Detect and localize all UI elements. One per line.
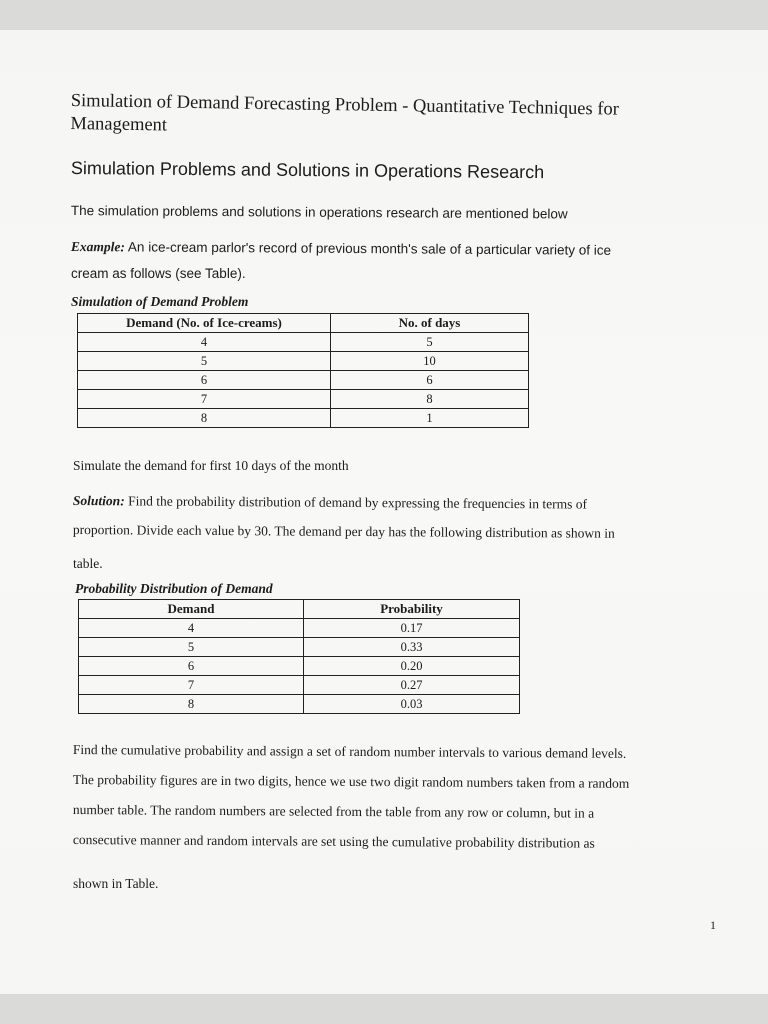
intro-text: The simulation problems and solutions in operations research are mentioned below [70, 203, 568, 222]
example-label: Example: [70, 239, 125, 255]
solution-line-3: table. [73, 556, 103, 571]
table-cell: 5 [78, 352, 331, 371]
solution-line-1 [73, 493, 587, 513]
table-header-cell: Probability [304, 600, 520, 619]
table-cell: 1 [331, 409, 529, 428]
title-line-2: Management [70, 113, 168, 136]
page-number: 1 [710, 918, 716, 932]
table-cell: 0.03 [304, 695, 520, 714]
solution-label: Solution: [72, 493, 125, 509]
table-row [79, 638, 520, 657]
table-header-row [79, 600, 520, 619]
paragraph-line: The probability figures are in two digits, hence we use two digit random numbers taken from a random [72, 772, 630, 791]
table-cell: 0.17 [304, 619, 520, 638]
table-header-cell: Demand (No. of Ice-creams) [78, 314, 331, 333]
solution-line-2: proportion. Divide each value by 30. The demand per day has the following distribution as shown in [72, 522, 615, 541]
table-cell: 7 [78, 390, 331, 409]
table-row [78, 371, 529, 390]
table-row [79, 619, 520, 638]
title-line-1: Simulation of Demand Forecasting Problem - Quantitative Techniques for [70, 90, 620, 120]
document-title [70, 90, 619, 145]
table-header-cell: No. of days [331, 314, 529, 333]
example-text: An ice-cream parlor's record of previous month's sale of a particular variety of ice [127, 239, 612, 258]
probability-table [78, 599, 520, 714]
table-row [79, 657, 520, 676]
paragraph-line: Find the cumulative probability and assign a set of random number intervals to various demand levels. [72, 742, 627, 761]
table-cell: 4 [79, 619, 304, 638]
table-cell: 8 [331, 390, 529, 409]
table-cell: 7 [79, 676, 304, 695]
table-cell: 5 [79, 638, 304, 657]
table2-caption: Probability Distribution of Demand [75, 581, 273, 596]
table1-caption: Simulation of Demand Problem [71, 294, 249, 309]
table-cell: 6 [78, 371, 331, 390]
table-cell: 5 [331, 333, 529, 352]
table-cell: 0.27 [304, 676, 520, 695]
table-cell: 6 [79, 657, 304, 676]
paragraph-line: shown in Table. [73, 876, 159, 891]
table-cell: 8 [78, 409, 331, 428]
table-cell: 10 [331, 352, 529, 371]
table-cell: 0.20 [304, 657, 520, 676]
table-row [79, 695, 520, 714]
solution-text: Find the probability distribution of demand by expressing the frequencies in terms of [128, 493, 588, 512]
paragraph-line: consecutive manner and random intervals are set using the cumulative probability distribution as [72, 832, 595, 851]
document-page [0, 30, 768, 994]
table-cell: 8 [79, 695, 304, 714]
paragraph-line: number table. The random numbers are selected from the table from any row or column, but in a [72, 802, 595, 821]
example-line-2: cream as follows (see Table). [71, 266, 246, 281]
table-cell: 6 [331, 371, 529, 390]
table-row [79, 676, 520, 695]
section-heading: Simulation Problems and Solutions in Operations Research [70, 158, 545, 183]
table-cell: 4 [78, 333, 331, 352]
example-line-1 [71, 239, 611, 259]
table-row [78, 333, 529, 352]
table-header-cell: Demand [79, 600, 304, 619]
table-row [78, 409, 529, 428]
table-row [78, 352, 529, 371]
table-cell: 0.33 [304, 638, 520, 657]
table-row [78, 390, 529, 409]
table-header-row [78, 314, 529, 333]
demand-table [77, 313, 529, 428]
simulate-text: Simulate the demand for first 10 days of the month [73, 458, 349, 473]
